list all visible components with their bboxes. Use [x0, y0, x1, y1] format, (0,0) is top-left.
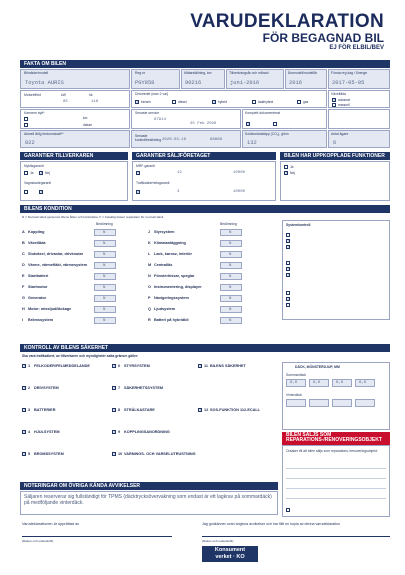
condition-value-field[interactable]: [220, 229, 242, 236]
safety-km-value: 10000: [233, 190, 246, 194]
manufacture-date-value: juni-2016: [230, 80, 260, 86]
manufacture-date-field[interactable]: [226, 69, 284, 89]
condition-value: N: [229, 308, 232, 312]
system-check-i-checkbox[interactable]: [286, 303, 290, 307]
service-book-label: Komplett dokumenterat: [245, 111, 281, 115]
timing-belt-field: [20, 109, 130, 129]
safety-item-number: 7: [118, 386, 121, 390]
manufacturer-warranty-box: [20, 161, 128, 201]
system-check-h-checkbox[interactable]: [286, 297, 290, 301]
mrf-ja-checkbox[interactable]: [136, 171, 140, 175]
safety-item-label: STYRSYSTEM: [124, 364, 150, 368]
system-check-g-checkbox[interactable]: [286, 291, 290, 295]
gearbox-label: Växellåda: [331, 92, 346, 96]
condition-value-field[interactable]: [220, 251, 242, 258]
tax-label: Aktuell årlig fordonsskatt**: [24, 132, 64, 136]
summer-rl-value: 6,0: [336, 381, 344, 385]
functions-ja-checkbox[interactable]: [284, 165, 288, 169]
new-car-nej-checkbox[interactable]: [39, 171, 43, 175]
fuel-plugin-label: laddhybrid: [258, 100, 274, 104]
winter-tire-front-left[interactable]: [286, 399, 306, 407]
condition-item-label: Centrallås: [154, 263, 173, 267]
condition-item-label: Värme, värmefläkt, värmesystem: [28, 263, 88, 267]
model-year-field[interactable]: [285, 69, 327, 89]
safety-item-label: DRIVSYSTEM: [34, 386, 59, 390]
condition-key: P: [148, 296, 151, 300]
condition-key: Q: [148, 307, 151, 311]
condition-value: N: [103, 231, 106, 235]
condition-item-label: Batteri på hybridbil: [154, 318, 189, 322]
owners-value: 6: [333, 140, 337, 146]
safety-item-number: 6: [118, 364, 121, 368]
condition-value: N: [103, 242, 106, 246]
form-page: [20, 8, 390, 568]
new-car-ja-checkbox[interactable]: [24, 171, 28, 175]
reg-label: Reg nr: [135, 71, 146, 75]
condition-value: N: [103, 253, 106, 257]
condition-key: J: [148, 230, 151, 234]
condition-key: C: [22, 252, 25, 256]
safety-item-number: 4: [28, 430, 31, 434]
repair-reason-label: Orsaker till att bilen säljs som reparations-/renoveringsobjekt:: [286, 449, 378, 453]
condition-item-label: Slutväxel, drivaxlar, drivknutar: [28, 252, 84, 256]
condition-value: N: [229, 286, 232, 290]
condition-legend: N = Normalt skick gentemot bilens ålder och körsträcka, F = Felaktig kräver reparation för normalt skick: [22, 215, 164, 219]
condition-item-label: Växellåda: [28, 241, 46, 245]
safety-item-checkbox[interactable]: [22, 452, 26, 456]
condition-value-field[interactable]: [220, 273, 242, 280]
first-registration-field[interactable]: [328, 69, 390, 89]
reg-field[interactable]: [131, 69, 180, 89]
system-check-b-checkbox[interactable]: [286, 239, 290, 243]
konsumentverket-logo: [202, 546, 258, 562]
condition-value: N: [229, 231, 232, 235]
connected-functions-box: [280, 161, 390, 201]
inspection-label: Senaste kontrollbesiktning: [135, 134, 162, 142]
power-label: Motoreffekt: [24, 93, 41, 97]
safety-item-checkbox[interactable]: [22, 386, 26, 390]
condition-item-label: Ljudsystem: [154, 307, 176, 311]
inspection-date-value: 2026-03-16: [162, 138, 187, 142]
condition-value-field[interactable]: [94, 262, 116, 269]
new-car-ja-label: Ja: [30, 171, 34, 175]
timing-belt-ja-checkbox[interactable]: [24, 117, 28, 121]
facts-section-header: FAKTA OM BILEN: [20, 60, 390, 68]
manufacture-date-label: Tillverkningsår och månad: [229, 71, 269, 75]
safety-item-number: 9: [118, 430, 121, 434]
rust-nej-checkbox[interactable]: [39, 190, 43, 194]
safety-item-label: BATTERIER: [34, 408, 56, 412]
summer-tire-front-left[interactable]: [286, 379, 306, 387]
rust-ja-checkbox[interactable]: [24, 190, 28, 194]
fuel-gas-checkbox[interactable]: [297, 100, 301, 104]
condition-key: H: [22, 307, 25, 311]
kw-value: 85: [63, 100, 68, 104]
safety-warranty-label: Trafiksäkerhetsgaranti: [136, 181, 170, 185]
safety-item-number: 2: [28, 386, 31, 390]
mrf-months-value: 12: [177, 171, 182, 175]
condition-value-field[interactable]: [220, 306, 242, 313]
condition-key: I: [22, 318, 24, 322]
make-field[interactable]: [20, 69, 130, 89]
condition-value: N: [103, 319, 106, 323]
safety-item-number: 8: [118, 408, 121, 412]
fuel-field: [131, 90, 327, 108]
condition-key: K: [148, 241, 151, 245]
notes-section-header: NOTERINGAR OM ÖVRIGA KÄNDA AVVIKELSER: [20, 482, 278, 490]
safety-item-checkbox[interactable]: [198, 364, 202, 368]
first-registration-value: 2017-05-05: [332, 80, 365, 86]
gearbox-field: [328, 90, 390, 108]
first-registration-label: Första reg dag i Sverige: [331, 71, 368, 75]
condition-key: N: [148, 274, 151, 278]
safety-item-checkbox[interactable]: [112, 430, 116, 434]
buyer-signature-sub: (Datum och underskrift): [202, 539, 234, 543]
fuel-diesel-label: diesel: [178, 100, 187, 104]
seller-warranty-box: [132, 161, 276, 201]
summer-tire-rear-left[interactable]: [332, 379, 352, 387]
gearbox-extra-field: [328, 109, 390, 129]
connected-functions-header: BILEN HAR UPPKOPPLADE FUNKTIONER: [280, 152, 390, 160]
service-book-ja-checkbox[interactable]: [246, 122, 250, 126]
winter-tire-rear-right[interactable]: [355, 399, 375, 407]
rust-warranty-label: Vagnskadegaranti: [24, 181, 52, 185]
system-check-label: Systemkontroll: [286, 223, 311, 227]
buyer-signature-line[interactable]: [202, 536, 390, 537]
safety-item-number: 11: [204, 364, 209, 368]
fuel-hybrid-checkbox[interactable]: [212, 100, 216, 104]
condition-key: F: [22, 285, 25, 289]
fuel-bensin-checkbox[interactable]: [135, 100, 139, 104]
timing-belt-km-label: km: [83, 116, 88, 120]
summer-tires-label: Sommardäck: [286, 373, 306, 377]
service-field: [131, 109, 241, 129]
system-check-c-checkbox[interactable]: [286, 245, 290, 249]
condition-right-col-head: Bedömning: [220, 222, 237, 226]
co2-value: 132: [247, 140, 257, 146]
co2-label: Koldioxidutsläpp (CO₂), g/km: [245, 132, 289, 136]
safety-item-checkbox[interactable]: [112, 386, 116, 390]
safety-item-label: KOPPLINGSANORDNING: [124, 430, 170, 434]
condition-value-field[interactable]: [94, 251, 116, 258]
timing-belt-date-label: datum: [83, 123, 93, 127]
condition-key: L: [148, 252, 151, 256]
condition-section-header: BILENS KONDITION: [20, 205, 390, 213]
new-car-nej-label: Nej: [45, 171, 50, 175]
condition-key: M: [148, 263, 152, 267]
hk-value: 116: [91, 100, 99, 104]
timing-belt-label: Kamrem bytt*: [24, 111, 45, 115]
summer-rr-value: 6,0: [359, 381, 367, 385]
condition-value-field[interactable]: [220, 295, 242, 302]
condition-item-label: Instrumentering, displayer: [154, 285, 202, 289]
form-title: VARUDEKLARATION: [190, 11, 384, 32]
gearbox-auto-checkbox[interactable]: [332, 98, 336, 102]
tire-tread-label: DÄCK, MÖNSTERDJUP, MM: [295, 365, 340, 369]
safety-section-header: KONTROLL AV BILENS SÄKERHET: [20, 344, 390, 352]
safety-ja-checkbox[interactable]: [136, 190, 140, 194]
model-year-label: Årsmodell/modellår: [288, 71, 318, 75]
safety-item-label: HJULSYSTEM: [34, 430, 60, 434]
summer-tire-front-right[interactable]: [309, 379, 329, 387]
condition-value-field[interactable]: [94, 284, 116, 291]
dealer-signature-sub: (Datum och underskrift): [22, 539, 54, 543]
tire-tread-box: [282, 362, 390, 430]
safety-item-checkbox[interactable]: [112, 364, 116, 368]
safety-item-number: 3: [28, 408, 31, 412]
kw-label: kW: [61, 93, 66, 97]
gearbox-auto-label: automat: [338, 98, 350, 102]
condition-value: N: [229, 242, 232, 246]
gearbox-manual-checkbox[interactable]: [332, 103, 336, 107]
co2-field[interactable]: [242, 130, 327, 148]
odometer-label: Mätarställning, km: [184, 71, 212, 75]
condition-value: N: [103, 264, 106, 268]
service-book-nej-checkbox[interactable]: [273, 122, 277, 126]
system-check-e-checkbox[interactable]: [286, 267, 290, 271]
repair-object-header: [282, 432, 390, 445]
condition-value: N: [229, 297, 232, 301]
condition-item-label: Brömssystem: [28, 318, 54, 322]
form-title-block: [190, 12, 384, 51]
winter-tire-front-right[interactable]: [309, 399, 329, 407]
safety-item-label: SOS-FUNKTION 112-ECALL: [210, 408, 260, 412]
condition-item-label: Motor: missljud/läckage: [28, 307, 72, 311]
safety-intro: Ska vara trafiksäkert, av tillverkaren och myndigheter satta gränser gäller:: [22, 354, 139, 358]
repair-confirm-checkbox[interactable]: [286, 508, 290, 512]
new-car-warranty-label: Nybilsgaranti: [24, 164, 44, 168]
condition-item-label: Startbatteri: [28, 274, 49, 278]
safety-item-label: FELKODER/FELMEDDELANDE: [34, 364, 90, 368]
condition-value: N: [103, 308, 106, 312]
hk-label: hk: [89, 93, 93, 97]
safety-item-label: SÄKERHETSSYSTEM: [124, 386, 164, 390]
safety-item-checkbox[interactable]: [22, 408, 26, 412]
power-field: [20, 90, 130, 108]
fuel-plugin-checkbox[interactable]: [252, 100, 256, 104]
inspection-field[interactable]: [131, 130, 241, 148]
safety-item-checkbox[interactable]: [22, 430, 26, 434]
condition-key: R: [148, 318, 151, 322]
fuel-diesel-checkbox[interactable]: [172, 100, 176, 104]
safety-item-number: 1: [28, 364, 31, 368]
safety-item-checkbox[interactable]: [22, 364, 26, 368]
safety-months-value: 3: [177, 190, 180, 194]
dealer-signature-line[interactable]: [22, 536, 172, 537]
repair-object-box: [282, 445, 390, 517]
condition-value-field[interactable]: [220, 240, 242, 247]
condition-value: N: [229, 319, 232, 323]
form-subtitle: FÖR BEGAGNAD BIL: [262, 31, 384, 45]
safety-item-checkbox[interactable]: [112, 452, 116, 456]
condition-key: O: [148, 285, 151, 289]
system-check-f-checkbox[interactable]: [286, 273, 290, 277]
condition-value-field[interactable]: [94, 295, 116, 302]
condition-value: N: [103, 275, 106, 279]
condition-value: N: [229, 264, 232, 268]
condition-item-label: Fönsterhissar, speglar: [154, 274, 195, 278]
make-label: Bilmärke/modell: [24, 71, 49, 75]
condition-value: N: [103, 286, 106, 290]
fuel-bensin-label: bensin: [141, 100, 151, 104]
mrf-km-value: 10000: [233, 171, 246, 175]
condition-value-field[interactable]: [94, 273, 116, 280]
service-book-field: [242, 109, 327, 129]
manufacturer-warranty-header: GARANTIER TILLVERKAREN: [20, 152, 128, 160]
functions-nej-checkbox[interactable]: [284, 171, 288, 175]
condition-value-field[interactable]: [94, 306, 116, 313]
service-date-value: 25 Feb 2026: [190, 122, 217, 126]
condition-item-label: Koppling: [28, 230, 45, 234]
repair-object-header-text: BILEN SÄLJS SOM REPARATIONS-/RENOVERINGSOBJEKT: [286, 432, 382, 443]
tax-value: 822: [25, 140, 35, 146]
fuel-label: Drivmedel (max 2 val): [135, 92, 168, 96]
condition-key: D: [22, 263, 25, 267]
summer-fr-value: 6,0: [313, 381, 321, 385]
model-year-value: 2016: [289, 80, 302, 86]
system-check-a-checkbox[interactable]: [286, 233, 290, 237]
service-label: Senaste service: [135, 111, 160, 115]
condition-value: N: [229, 253, 232, 257]
condition-key: A: [22, 230, 25, 234]
owners-label: Antal ägare: [331, 132, 349, 136]
dealer-signature-label: Varudeklarationen är upprättad av: [22, 522, 80, 526]
condition-value-field[interactable]: [94, 229, 116, 236]
condition-value-field[interactable]: [220, 262, 242, 269]
reg-value: PGY858: [135, 80, 155, 86]
summer-fl-value: 6,0: [290, 381, 298, 385]
condition-value-field[interactable]: [94, 240, 116, 247]
safety-item-label: BROMSSYSTEM: [34, 452, 64, 456]
condition-item-label: Klimatanläggning: [154, 241, 186, 245]
logo-line1: Konsument: [214, 547, 246, 553]
notes-box[interactable]: [20, 491, 278, 515]
functions-nej-label: Nej: [290, 171, 295, 175]
seller-warranty-header: GARANTIER SÄLJFÖRETAGET: [132, 152, 276, 160]
safety-item-number: 12: [204, 408, 209, 412]
fuel-hybrid-label: hybrid: [218, 100, 227, 104]
condition-item-label: Generator: [28, 296, 47, 300]
gearbox-manual-label: manuell: [338, 103, 350, 107]
condition-value-field[interactable]: [220, 284, 242, 291]
safety-item-label: VARNINGS- OCH VARSELUTRUSTNING: [124, 452, 196, 456]
safety-item-label: STRÅLKASTARE: [124, 408, 155, 412]
safety-item-label: BILENS SÄKERHET: [210, 364, 246, 368]
inspection-km-value: 88668: [210, 138, 223, 142]
logo-line2: verket · KO: [215, 554, 245, 560]
safety-item-number: 10: [118, 452, 123, 456]
safety-item-number: 5: [28, 452, 31, 456]
safety-item-checkbox[interactable]: [112, 408, 116, 412]
condition-value: N: [103, 297, 106, 301]
condition-item-label: Lack, karosz, interiör: [154, 252, 192, 256]
system-check-box: [282, 220, 390, 320]
make-value: Toyota AURIS: [25, 80, 64, 86]
timing-belt-nej-checkbox[interactable]: [24, 123, 28, 127]
owners-field[interactable]: [328, 130, 390, 148]
condition-value: N: [229, 275, 232, 279]
form-tagline: EJ FÖR ELBIL/BEV: [329, 45, 384, 51]
condition-item-label: Navigeringssystem: [154, 296, 189, 300]
condition-key: E: [22, 274, 25, 278]
tax-field[interactable]: [20, 130, 130, 148]
system-check-d-checkbox[interactable]: [286, 261, 290, 265]
odometer-value: 90216: [185, 80, 202, 86]
condition-left-col-head: Bedömning: [96, 222, 113, 226]
condition-item-label: Startmotor: [28, 285, 48, 289]
summer-tire-rear-right[interactable]: [355, 379, 375, 387]
condition-item-label: Styrsystem: [154, 230, 175, 234]
condition-value-field[interactable]: [94, 317, 116, 324]
odometer-field[interactable]: [181, 69, 225, 89]
condition-key: G: [22, 296, 25, 300]
condition-key: B: [22, 241, 25, 245]
winter-tire-rear-left[interactable]: [332, 399, 352, 407]
service-km-value: 87914: [154, 118, 167, 122]
mrf-warranty-label: MRF-garanti: [136, 164, 155, 168]
functions-ja-label: Ja: [290, 165, 294, 169]
fuel-gas-label: gas: [303, 100, 309, 104]
notes-text: Säljaren reserverar sig fullständigt för TPMS (däcktrycksövervakning som endast är ett lagkrav på sommardäck) på medföljande vinterdäck.: [24, 494, 272, 506]
safety-item-checkbox[interactable]: [198, 408, 202, 412]
condition-value-field[interactable]: [220, 317, 242, 324]
winter-tires-label: Vinterdäck: [286, 393, 302, 397]
buyer-signature-label: Jag godkänner ovan angivna avvikelser och har fått en kopia av denna varudeklaration: [202, 522, 341, 526]
